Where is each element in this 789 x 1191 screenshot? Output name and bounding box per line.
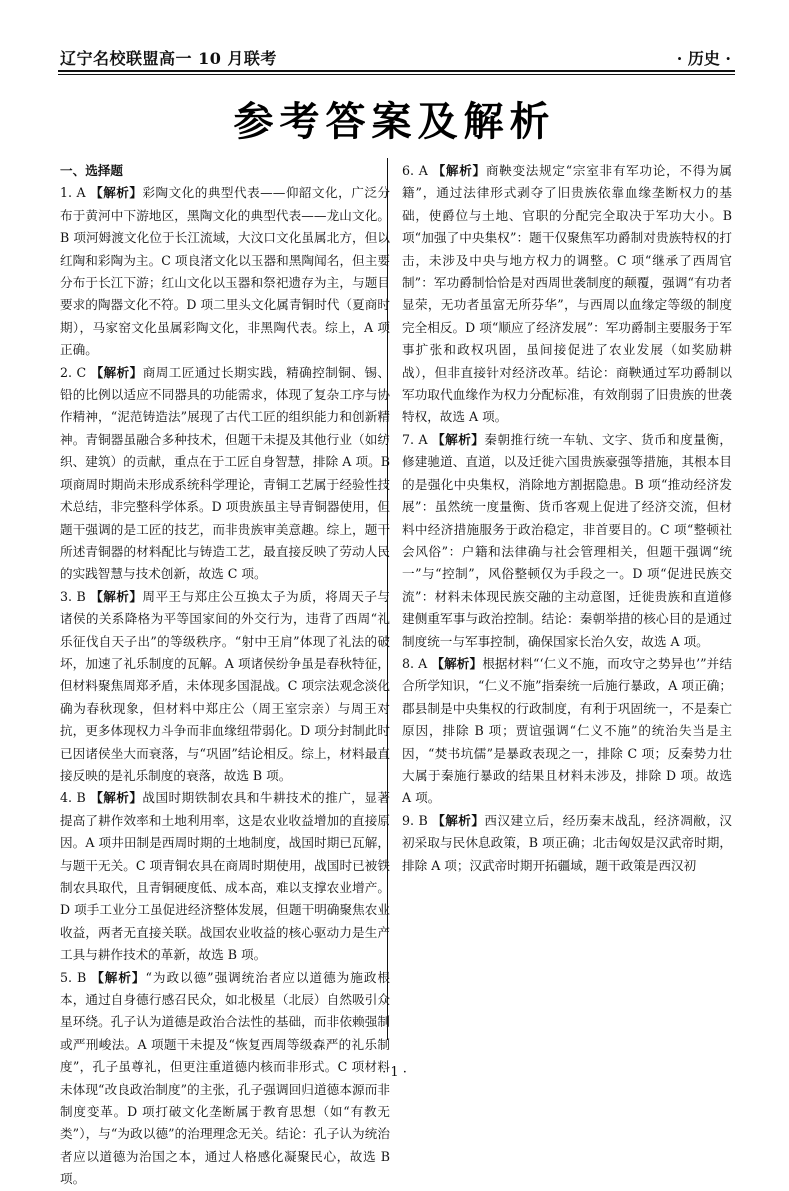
answer-text: 西汉建立后，经历秦末战乱，经济凋敝，汉初采取与民休息政策，B 项正确；北击匈奴是汉武帝时期，排除 A 项；汉武帝时期开拓疆域，题干政策是西汉初 bbox=[402, 812, 732, 873]
answer-number: 3. B bbox=[60, 588, 86, 604]
answer-item bbox=[60, 787, 390, 966]
answer-item bbox=[402, 429, 732, 653]
analysis-tag: 【解析】 bbox=[432, 812, 485, 828]
answer-item bbox=[60, 586, 390, 788]
answer-text: 彩陶文化的典型代表——仰韶文化，广泛分布于黄河中下游地区，黑陶文化的典型代表——龙山文化。B 项河姆渡文化位于长江流域，大汶口文化虽属北方，但以红陶和彩陶为主。C 项良渚文化以玉器和黑陶闻名，但主要分布于长江下游；红山文化以玉器和祭祀遗存为主，与题目要求的陶器文化不符。D 项二里头文化属青铜时代（夏商时期），马家窑文化虽属彩陶文化，非黑陶代表。综上，A 项正确。 bbox=[60, 185, 390, 358]
answer-number: 4. B bbox=[60, 790, 86, 806]
answer-item bbox=[402, 653, 732, 810]
answer-number: 9. B bbox=[402, 812, 428, 828]
answer-item bbox=[402, 810, 732, 877]
answer-text: 秦朝推行统一车轨、文字、货币和度量衡，修建驰道、直道，以及迁徙六国贵族豪强等措施，其根本目的是强化中央集权，消除地方割据隐患。B 项“推动经济发展”：虽然统一度量衡、货币客观上促进了经济交流，但材料中经济措施服务于政治稳定，非首要目的。C 项“整顿社会风俗”：户籍和法律确与社会管理相关，但题干强调“统一”与“控制”，风俗整顿仅为手段之一。D 项“促进民族交流”：材料未体现民族交融的主动意图，迁徙贵族和直道修建侧重军事与政治控制。结论：秦朝举措的核心目的是通过制度统一与军事控制，确保国家长治久安，故选 A 项。 bbox=[402, 431, 733, 649]
analysis-tag: 【解析】 bbox=[432, 163, 486, 178]
section-title: 一、选择题 bbox=[60, 163, 123, 178]
analysis-tag: 【解析】 bbox=[90, 185, 143, 201]
answer-text: 周平王与郑庄公互换太子为质，将周天子与诸侯的关系降格为平等国家间的外交行为，违背了西周“礼乐征伐自天子出”的等级秩序。“射中王肩”体现了礼法的破坏，加速了礼乐制度的瓦解。A 项诸侯纷争虽是春秋特征，但材料聚焦周郑矛盾，未体现多国混战。C 项宗法观念淡化确为春秋现象，但材料中郑庄公（周王室宗亲）与周王对抗，更多体现权力斗争而非血缘纽带弱化。D 项分封制此时已因诸侯坐大而衰落，与“巩固”结论相反。综上，材料最直接反映的是礼乐制度的衰落，故选 B 项。 bbox=[60, 588, 390, 783]
analysis-tag: 【解析】 bbox=[90, 790, 143, 806]
answer-number: 2. C bbox=[60, 364, 87, 380]
answer-text: 战国时期铁制农具和牛耕技术的推广，显著提高了耕作效率和土地利用率，这是农业收益增加的直接原因。A 项井田制是西周时期的土地制度，战国时期已瓦解，与题干无关。C 项青铜农具在商周时期使用，战国时已被铁制农具取代，且青铜硬度低、成本高，难以支撑农业增产。D 项手工业分工虽促进经济整体发展，但题干明确聚焦农业收益，两者无直接关联。战国农业收益的核心驱动力是生产工具与耕作技术的革新，故选 B 项。 bbox=[60, 790, 390, 963]
answer-item bbox=[402, 160, 732, 429]
left-column bbox=[60, 160, 390, 1191]
answer-text: 根据材料“‘仁义不施，而攻守之势异也’”并结合所学知识，“仁义不施”指秦统一后施行暴政，A 项正确；郡县制是中央集权的行政制度，有利于巩固统一，不是秦亡原因，排除 B 项；贾谊强调“仁义不施”的统治失当是主因，“焚书坑儒”是暴政表现之一，排除 C 项；反秦势力壮大属于秦施行暴政的结果且材料未涉及，排除 D 项。故选 A 项。 bbox=[402, 655, 732, 806]
page-title: 参考答案及解析 bbox=[233, 99, 556, 145]
header-rule-thick bbox=[58, 70, 735, 72]
answer-number: 1. A bbox=[60, 185, 86, 201]
exam-name: 辽宁名校联盟高一 10 月联考 bbox=[60, 49, 277, 68]
page-number: · 1 · bbox=[382, 1065, 407, 1080]
answer-number: 8. A bbox=[402, 655, 428, 671]
right-column bbox=[402, 160, 732, 877]
analysis-tag: 【解析】 bbox=[431, 655, 483, 671]
analysis-tag: 【解析】 bbox=[90, 364, 143, 380]
answer-text: 商鞅变法规定“宗室非有军功论，不得为属籍”，通过法律形式剥夺了旧贵族依靠血缘垄断权力的基础，使爵位与土地、官职的分配完全取决于军功大小。B 项“加强了中央集权”：题干仅聚焦军功爵制对贵族特权的打击，未涉及中央与地方权力的调整。C 项“继承了西周官制”：军功爵制恰恰是对西周世袭制度的颠覆，强调“有功者显荣，无功者虽富无所芬华”，与西周以血缘定等级的制度完全相反。D 项“顺应了经济发展”：军功爵制主要服务于军事扩张和政权巩固，虽间接促进了农业发展（如奖励耕战），但非直接针对经济改革。结论：商鞅通过军功爵制以军功取代血缘作为权力分配标准，有效削弱了旧贵族的世袭特权，故选 A 项。 bbox=[402, 163, 732, 425]
analysis-tag: 【解析】 bbox=[91, 969, 146, 985]
page-header bbox=[58, 40, 735, 70]
header-rule-thin bbox=[58, 74, 735, 75]
answer-item bbox=[60, 182, 390, 361]
answer-text: “为政以德”强调统治者应以道德为施政根本，通过自身德行感召民众，如北极星（北辰）自然吸引众星环绕。孔子认为道德是政治合法性的基础，而非依赖强制或严刑峻法。A 项题干未提及“恢复西周等级森严的礼乐制度”，孔子虽尊礼，但更注重道德内核而非形式。C 项材料未体现“改良政治制度”的主张，孔子强调回归道德本源而非制度变革。D 项打破文化垄断属于教育思想（如“有教无类”），与“为政以德”的治理理念无关。结论：孔子认为统治者应以道德为治国之本，通过人格感化凝聚民心，故选 B 项。 bbox=[60, 969, 390, 1187]
answer-number: 5. B bbox=[60, 969, 87, 985]
subject-label: · 历史 · bbox=[676, 49, 731, 68]
answer-number: 7. A bbox=[402, 431, 428, 447]
answer-item bbox=[60, 362, 390, 586]
analysis-tag: 【解析】 bbox=[90, 588, 143, 604]
answer-number: 6. A bbox=[402, 163, 428, 178]
analysis-tag: 【解析】 bbox=[432, 431, 485, 447]
answer-text: 商周工匠通过长期实践，精确控制铜、锡、铅的比例以适应不同器具的功能需求，体现了复杂工序与协作精神，“泥范铸造法”展现了古代工匠的组织能力和创新精神。青铜器虽融合多种技术，但题干未提及其他行业（如纺织、建筑）的贡献，重点在于工匠自身智慧，排除 A 项。B 项商周时期尚未形成系统科学理论，青铜工艺属于经验性技术总结，非完整科学体系。D 项贵族虽主导青铜器使用，但题干强调的是工匠的技艺，而非贵族审美意趣。综上，题干所述青铜器的材料配比与铸造工艺，最直接反映了劳动人民的实践智慧与技术创新，故选 C 项。 bbox=[60, 364, 391, 582]
